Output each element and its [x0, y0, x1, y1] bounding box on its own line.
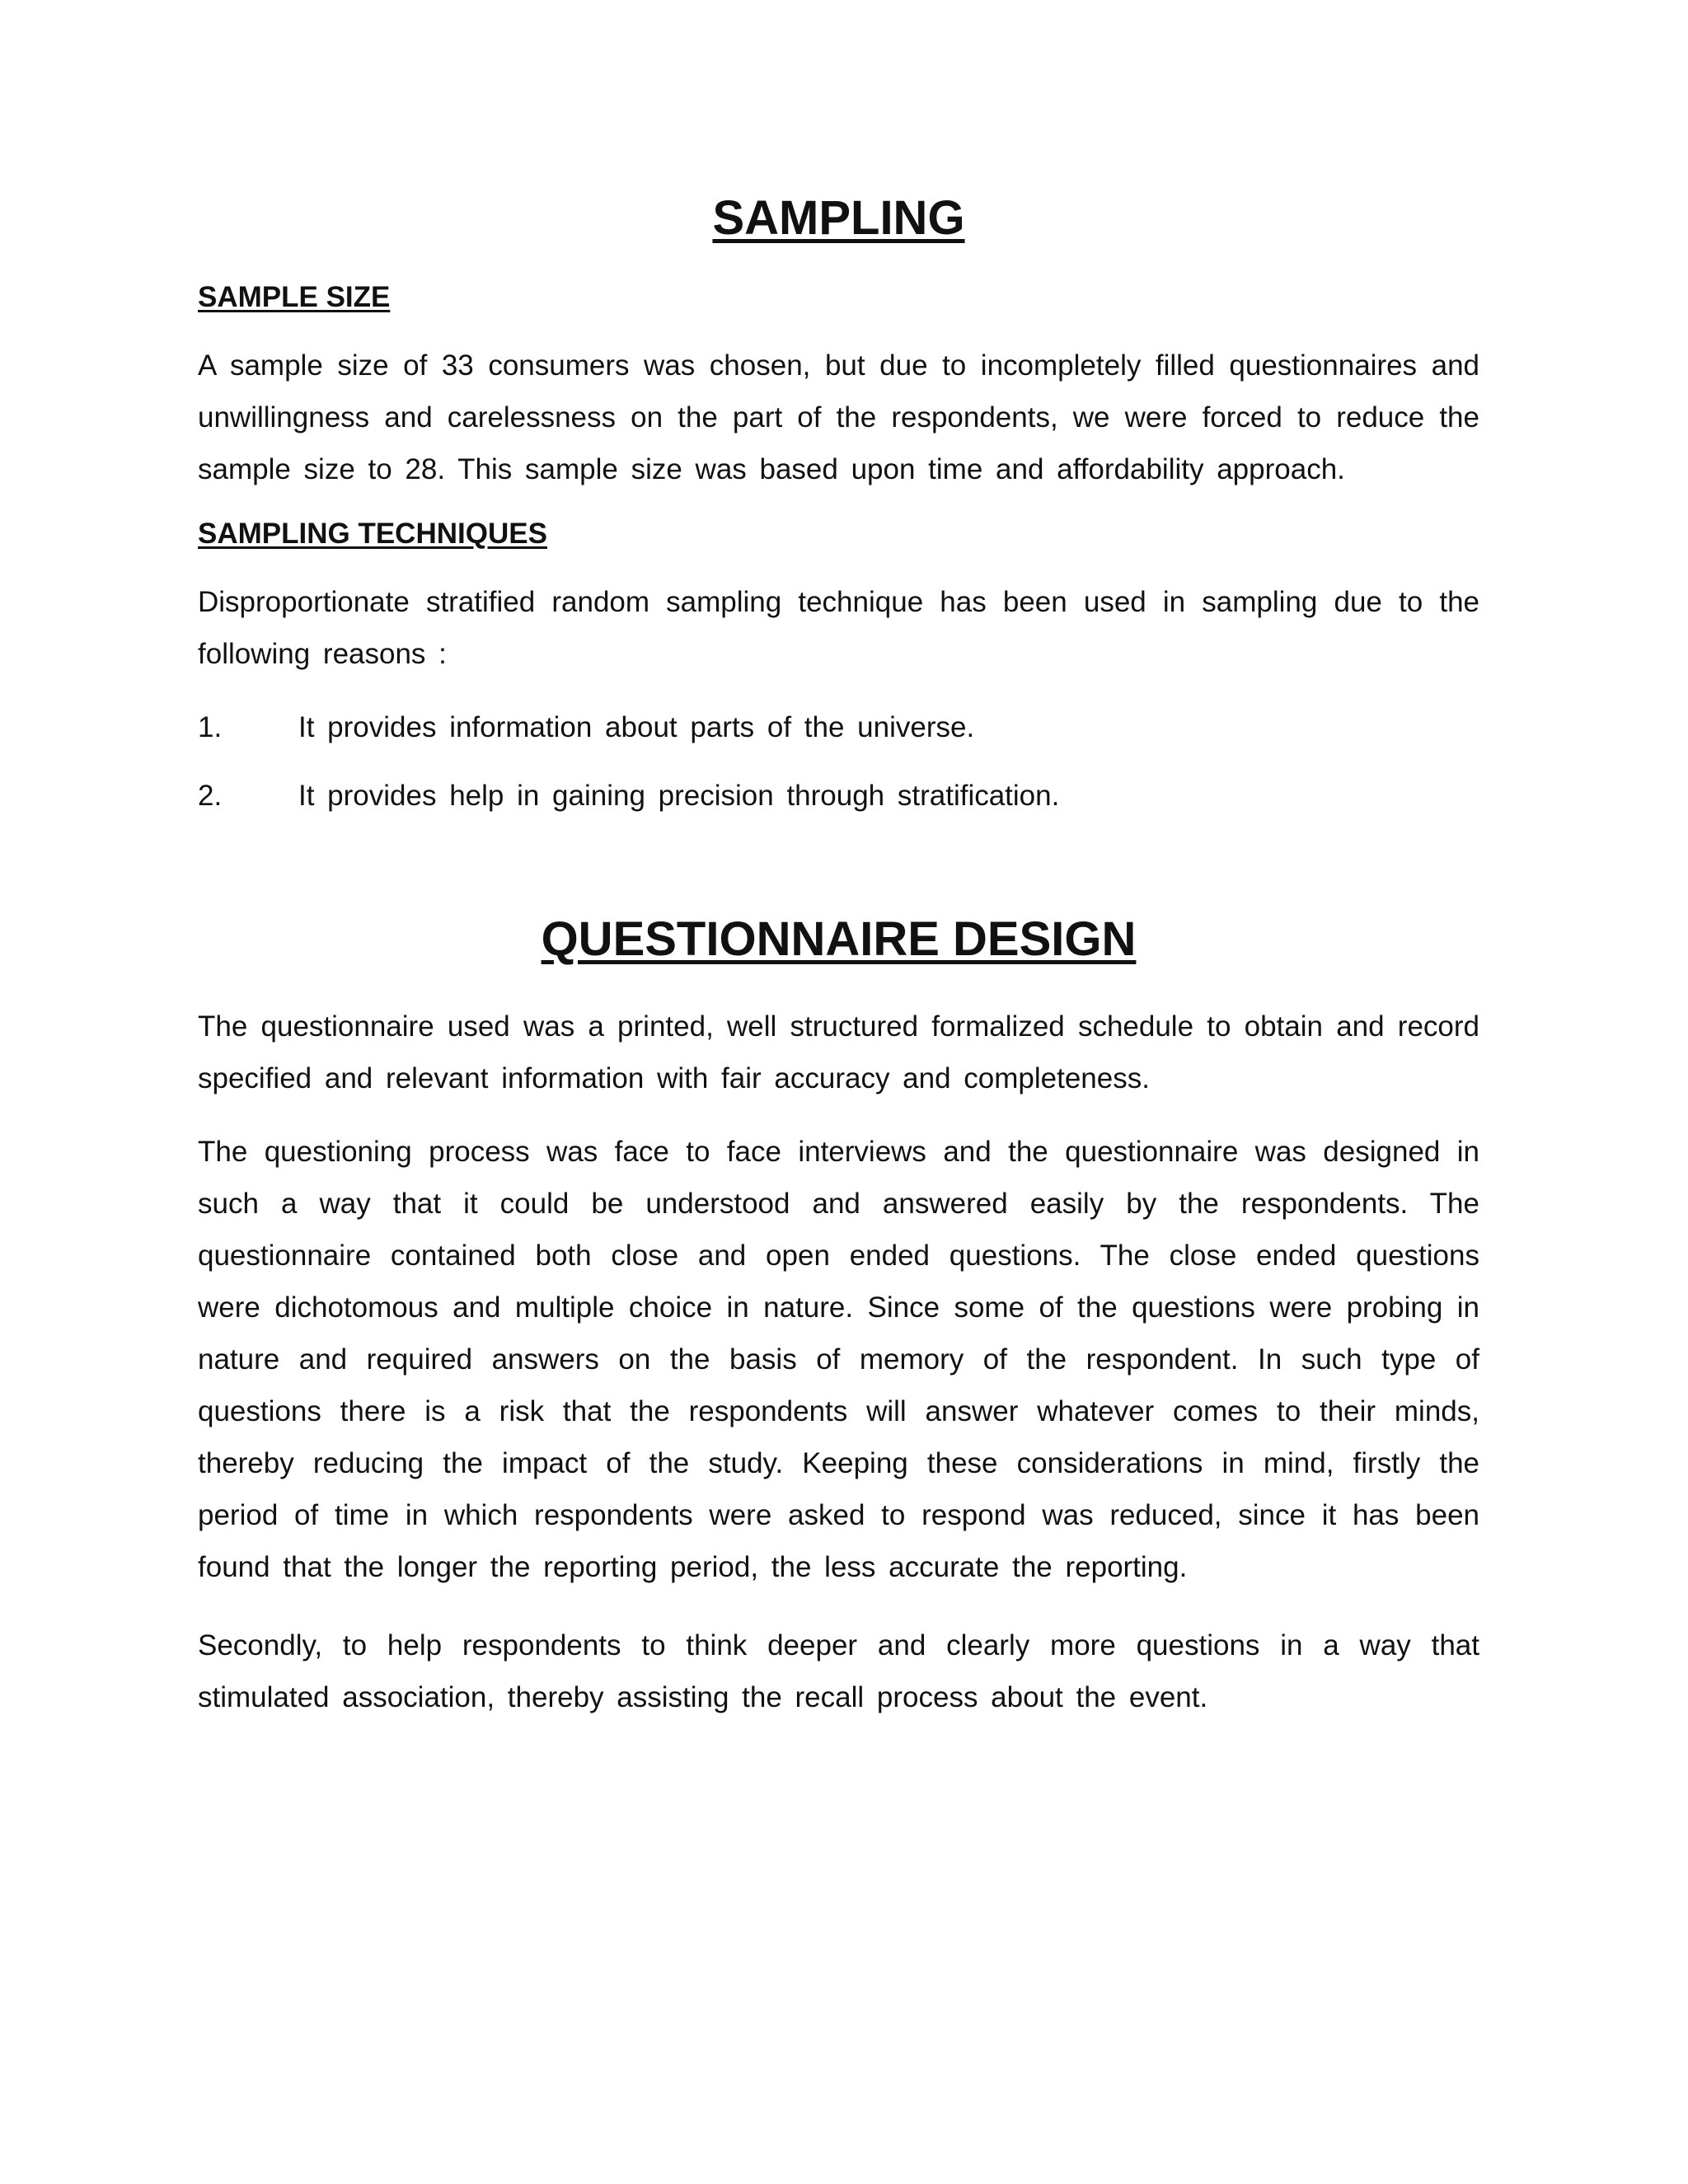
sampling-techniques-heading: SAMPLING TECHNIQUES — [198, 517, 547, 550]
list-item-text: It provides help in gaining precision through stratification. — [298, 779, 1060, 812]
document-page — [198, 190, 1479, 1745]
reasons-list — [198, 701, 1479, 822]
questionnaire-design-title: QUESTIONNAIRE DESIGN — [541, 912, 1137, 966]
list-item — [198, 770, 1479, 822]
list-item-number: 2. — [198, 779, 223, 812]
list-item-number: 1. — [198, 710, 223, 743]
sample-size-heading: SAMPLE SIZE — [198, 280, 391, 313]
list-item-text: It provides information about parts of the universe. — [298, 710, 975, 743]
questionnaire-paragraph-2: The questioning process was face to face interviews and the questionnaire was designed in such a way that it could be understood and answered easily by the respondents. The questionnaire contained both close and open ended questions. The close ended questions were dichotomous and multiple choice in nature. Since some of the questions were probing in nature and required answers on the basis of memory of the respondent. In such type of questions there is a risk that the respondents will answer whatever comes to their minds, thereby reducing the impact of the study. Keeping these considerations in mind, firstly the period of time in which respondents were asked to respond was reduced, since it has been found that the longer the reporting period, the less accurate the reporting. — [198, 1136, 1479, 1584]
questionnaire-paragraph-1: The questionnaire used was a printed, well structured formalized schedule to obtain and record specified and relevant information with fair accuracy and completeness. — [198, 1010, 1479, 1095]
sampling-techniques-paragraph: Disproportionate stratified random sampling technique has been used in sampling due to the following reasons : — [198, 585, 1479, 670]
sampling-title: SAMPLING — [712, 191, 965, 245]
list-item — [198, 701, 1479, 753]
questionnaire-paragraph-3: Secondly, to help respondents to think deeper and clearly more questions in a way that stimulated association, thereby assisting the recall process about the event. — [198, 1629, 1479, 1714]
sample-size-paragraph: A sample size of 33 consumers was chosen, but due to incompletely filled questionnaires and unwillingness and carelessness on the part of the respondents, we were forced to reduce the sample size to 28. This sample size was based upon time and affordability approach. — [198, 349, 1479, 485]
